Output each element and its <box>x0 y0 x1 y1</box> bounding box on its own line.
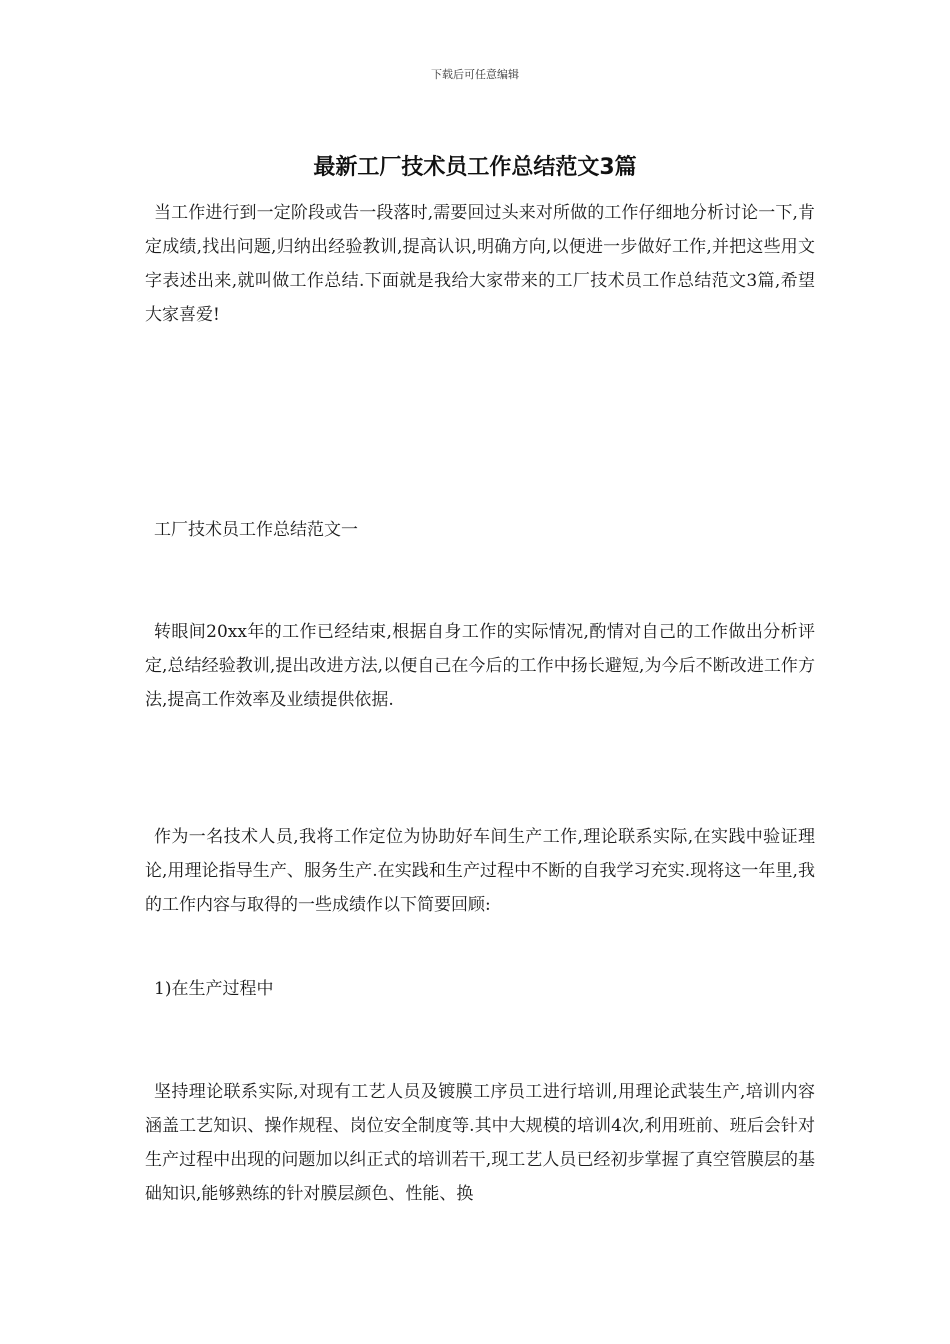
section-heading: 工厂技术员工作总结范文一 <box>154 520 358 540</box>
body-paragraph: 坚持理论联系实际,对现有工艺人员及镀膜工序员工进行培训,用理论武装生产,培训内容涵盖工艺知识、操作规程、岗位安全制度等.其中大规模的培训4次,利用班前、班后会针对生产过程中出现的问题加以纠正式的培训若干,现工艺人员已经初步掌握了真空管膜层的基础知识,能够熟练的针对膜层颜色、性能、换 <box>145 1082 815 1204</box>
document-title: 最新工厂技术员工作总结范文3篇 <box>313 155 637 180</box>
intro-paragraph: 当工作进行到一定阶段或告一段落时,需要回过头来对所做的工作仔细地分析讨论一下,肯定成绩,找出问题,归纳出经验教训,提高认识,明确方向,以便进一步做好工作,并把这些用文字表述出来,就叫做工作总结.下面就是我给大家带来的工厂技术员工作总结范文3篇,希望大家喜爱! <box>145 203 815 325</box>
body-paragraph: 作为一名技术人员,我将工作定位为协助好车间生产工作,理论联系实际,在实践中验证理论,用理论指导生产、服务生产.在实践和生产过程中不断的自我学习充实.现将这一年里,我的工作内容与取得的一些成绩作以下简要回顾: <box>145 827 815 915</box>
sub-heading: 1)在生产过程中 <box>154 979 274 999</box>
header-note: 下载后可任意编辑 <box>431 68 519 81</box>
body-paragraph: 转眼间20xx年的工作已经结束,根据自身工作的实际情况,酌情对自己的工作做出分析评定,总结经验教训,提出改进方法,以便自己在今后的工作中扬长避短,为今后不断改进工作方法,提高工作效率及业绩提供依据. <box>145 622 815 710</box>
